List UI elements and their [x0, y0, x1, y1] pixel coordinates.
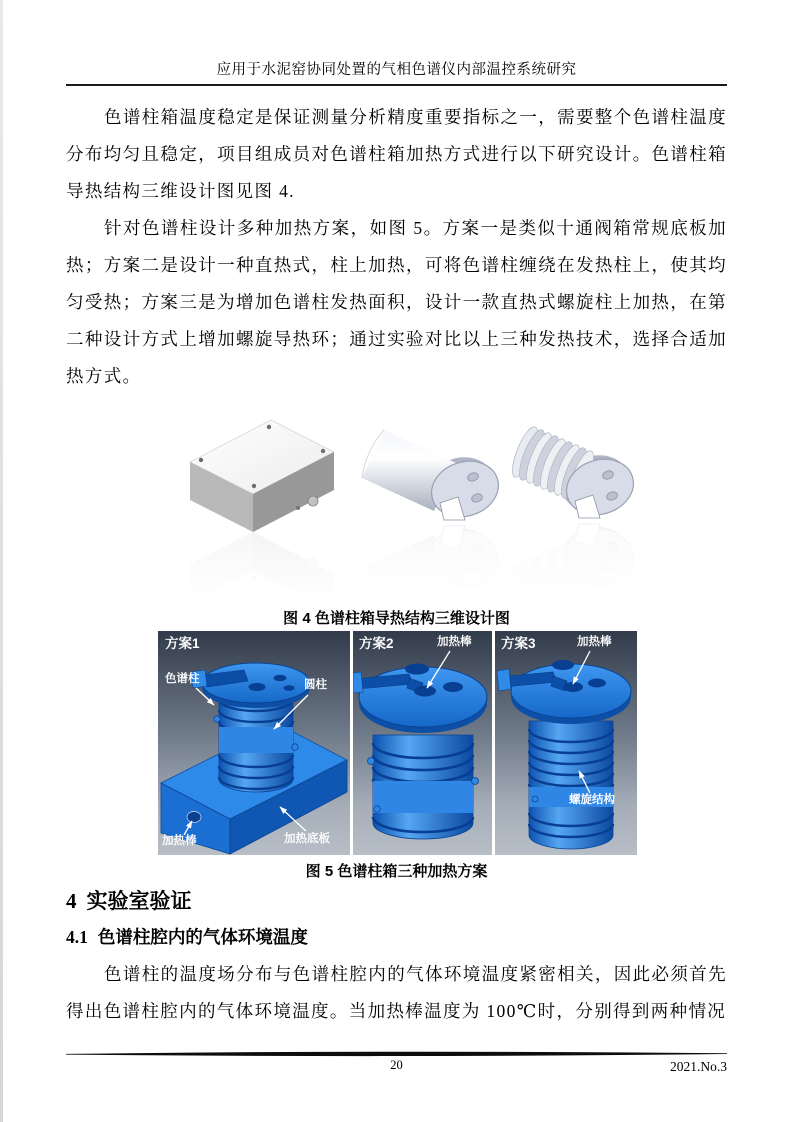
section-heading-4-1 [66, 924, 308, 950]
scheme3-image [495, 631, 637, 855]
column-label: 色谱柱 [165, 673, 200, 685]
scheme1-title-label: 方案1 [165, 636, 200, 651]
section-heading-4 [66, 886, 192, 917]
plate-label: 加热底板 [284, 833, 330, 845]
scheme2-title-label: 方案2 [359, 636, 394, 651]
heater-rod-hole [187, 812, 201, 823]
cylinder-label: 圆柱 [304, 679, 327, 691]
section-number: 4.1 [66, 927, 88, 947]
figure4 [66, 400, 727, 630]
figure5 [158, 631, 637, 855]
page-number: 20 [390, 1058, 403, 1072]
figure4-image [66, 400, 727, 600]
section-number: 4 [66, 889, 77, 913]
paragraph-2: 针对色谱柱设计多种加热方案，如图 5。方案一是类似十通阀箱常规底板加热；方案二是设计一种直热式，柱上加热，可将色谱柱缠绕在发热柱上，使其均匀受热；方案三是为增加色谱柱发热面积，设计一款直热式螺旋柱上加热，在第二种设计方式上增加螺旋导热环；通过实验对比以上三种发热技术，选择合适加热方式。 [66, 218, 727, 386]
body-text-continued [66, 956, 727, 1030]
page-footer [66, 1058, 727, 1076]
scheme2-image [353, 631, 492, 855]
figure5-panel-scheme3 [495, 631, 637, 855]
journal-issue: 2021.No.3 [670, 1059, 727, 1074]
rod-label: 加热棒 [437, 636, 472, 648]
section-title: 色谱柱腔内的气体环境温度 [97, 927, 308, 947]
scheme3-title-label: 方案3 [501, 636, 536, 651]
paragraph-3: 色谱柱的温度场分布与色谱柱腔内的气体环境温度紧密相关，因此必须首先得出色谱柱腔内的气体环境温度。当加热棒温度为 100℃时，分别得到两种情况 [66, 964, 727, 1021]
heating-plate-model [190, 420, 334, 532]
section-title: 实验室验证 [86, 890, 192, 913]
scheme2-spool [353, 664, 487, 839]
figure4-caption: 图 4 色谱柱箱导热结构三维设计图 [283, 610, 510, 627]
body-text [66, 99, 727, 395]
figure5-panel-scheme1 [158, 631, 350, 855]
rod-label: 加热棒 [577, 636, 612, 648]
figure5-panel-scheme2 [353, 631, 492, 855]
scan-edge [0, 0, 3, 1122]
spiral-label: 螺旋结构 [569, 794, 615, 806]
figure5-caption: 图 5 色谱柱箱三种加热方案 [305, 863, 488, 880]
heating-coil-model [507, 424, 640, 523]
paragraph-1: 色谱柱箱温度稳定是保证测量分析精度重要指标之一，需要整个色谱柱温度分布均匀且稳定，项目组成员对色谱柱箱加热方式进行以下研究设计。色谱柱箱导热结构三维设计图见图 4. [66, 107, 727, 201]
rod-label: 加热棒 [162, 835, 197, 847]
heating-cylinder-model [362, 430, 506, 525]
running-header: 应用于水泥窑协同处置的气相色谱仪内部温控系统研究 [216, 62, 577, 78]
scheme1-image [158, 631, 350, 855]
footer-rule [66, 1051, 727, 1057]
header-rule [66, 84, 727, 86]
